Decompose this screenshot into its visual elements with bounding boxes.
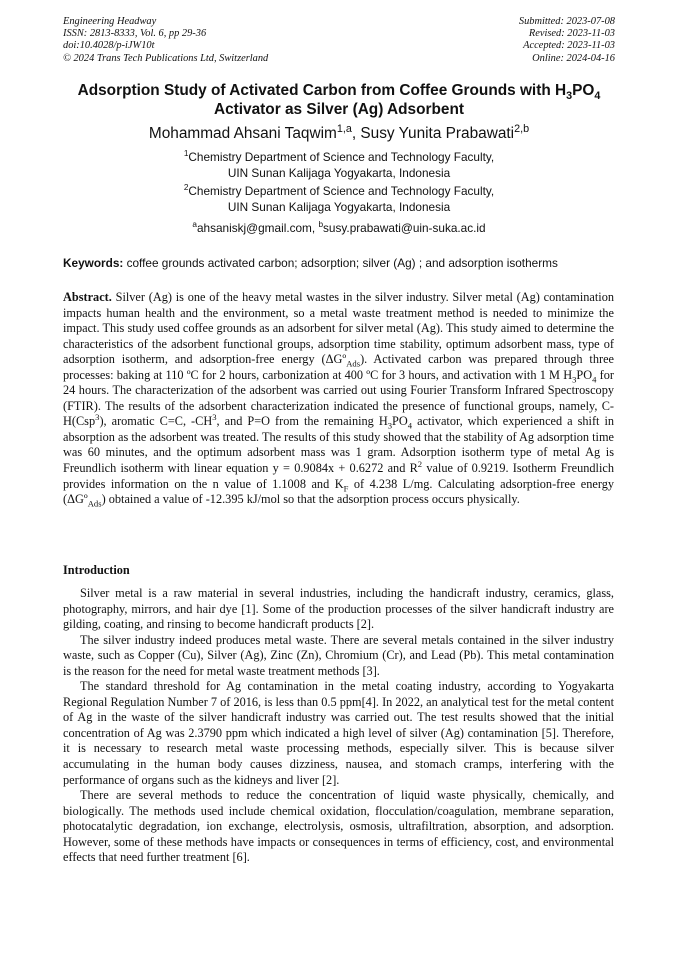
- email-mark: a: [192, 220, 197, 230]
- author-list: [50, 124, 628, 143]
- paragraph: The standard threshold for Ag contamination in the metal coating industry, according to Yogyakarta Regional Regulation Number 7 of 2016, is less than 0.5 ppm[4]. In 2022, an analytical test for the metal content of Ag in the waste of the silver handicraft industry was carried out. The test results showed that the initial concentration of Ag was 2.3790 ppm which indicated a high level of silver (Ag) contamination [5]. Therefore, it is necessary to research metal waste processing methods, especially silver. This is because silver accumulating in the human body causes dizziness, nausea, and stomach cramps, interfering with the performance of organs such as the kidneys and liver [2].: [63, 679, 614, 787]
- abstract-subscript: Ads: [87, 498, 102, 509]
- author-name: Susy Yunita Prabawati: [360, 125, 515, 142]
- title-subscript: 3: [566, 90, 573, 103]
- abstract-label: Abstract.: [63, 290, 112, 304]
- accepted-date: Accepted: 2023-11-03: [523, 40, 615, 52]
- publication-dates: [519, 16, 615, 65]
- doi-line: doi:10.4028/p-iJW10t: [63, 40, 155, 52]
- affiliation-mark: 2: [183, 183, 189, 193]
- abstract-text: PO: [392, 414, 408, 429]
- abstract: [63, 290, 614, 508]
- abstract-text: , and P=O from the remaining H: [216, 414, 388, 429]
- abstract-superscript: 3: [212, 412, 217, 423]
- keywords-label: Keywords:: [63, 256, 124, 270]
- abstract-subscript: F: [343, 483, 349, 494]
- abstract-superscript: 3: [95, 412, 100, 423]
- submitted-date: Submitted: 2023-07-08: [518, 16, 615, 27]
- title-text: Adsorption Study of Activated Carbon from Coffee Grounds with H: [77, 82, 567, 99]
- affiliation-line: UIN Sunan Kalijaga Yogyakarta, Indonesia: [227, 165, 451, 180]
- abstract-subscript: Ads: [346, 358, 361, 369]
- affiliation-2: [50, 184, 628, 215]
- author-affiliation-mark: 2,b: [514, 122, 530, 135]
- abstract-text: for 24 hours. The characterization of the adsorbent was carried out using Fourier Transform Infrared Spectroscopy (FTIR). The results of the adsorbent characterization indicated the presence of functional groups, namely, C-H(Csp: [63, 367, 614, 429]
- email-address[interactable]: ahsaniskj@gmail.com,: [196, 221, 319, 235]
- introduction-body: [63, 586, 614, 866]
- keywords-text: coffee grounds activated carbon; adsorption; silver (Ag) ; and adsorption isotherms: [123, 256, 558, 270]
- abstract-text: value of 0.9219. Isotherm Freundlich provides information on the n value of 1.1008 and K: [63, 461, 614, 491]
- affiliation-line: Chemistry Department of Science and Technology Faculty,: [188, 184, 495, 198]
- affiliation-1: [50, 150, 628, 181]
- section-heading-introduction: Introduction: [63, 563, 130, 577]
- affiliation-line: UIN Sunan Kalijaga Yogyakarta, Indonesia: [227, 199, 451, 214]
- abstract-text: Silver (Ag) is one of the heavy metal wastes in the silver industry. Silver metal (Ag) contamination impacts human health and the environment, so a metal waste treatment method is needed to minimize the impact. This study used coffee grounds as an adsorbent for silver metal (Ag). This study aimed to determine the characteristics of the adsorbent functional groups, adsorption time stability, optimum adsorbent mass, type of adsorption isotherm, and adsorption-free energy (ΔGº: [63, 290, 614, 367]
- title-line-2: Activator as Silver (Ag) Adsorbent: [213, 101, 464, 118]
- abstract-subscript: 3: [572, 374, 577, 385]
- abstract-text: PO: [576, 367, 593, 382]
- email-mark: b: [318, 220, 324, 230]
- abstract-subscript: 3: [387, 420, 393, 431]
- author-affiliation-mark: 1,a: [336, 122, 352, 135]
- online-date: Online: 2024-04-16: [532, 52, 615, 64]
- title-text: PO: [572, 82, 595, 99]
- email-address[interactable]: susy.prabawati@uin-suka.ac.id: [323, 221, 486, 235]
- paragraph: The silver industry indeed produces metal waste. There are several metals contained in the silver industry waste, such as Copper (Cu), Silver (Ag), Zinc (Zn), Chromium (Cr), and Lead (Pb). This metal contamination is the reason for the need for metal waste treatment methods [3].: [63, 632, 614, 678]
- paragraph: There are several methods to reduce the concentration of liquid waste physically, chemically, and biologically. The methods used include chemical oxidation, flocculation/coagulation, membrane separation, photocatalytic degradation, ion exchange, electrolysis, osmosis, ultrafiltration, absorption, and adsorption. However, some of these methods have impacts or consequences in terms of efficiency, cost, and environmental effects that need further treatment [6].: [63, 788, 614, 865]
- email-line: [50, 221, 628, 237]
- abstract-subscript: 4: [592, 374, 597, 385]
- abstract-text: of 4.238 L/mg. Calculating adsorption-free energy (ΔGº: [63, 476, 615, 507]
- abstract-text: ). Activated carbon was prepared through three processes: baking at 110 ºC for 2 hours, carbonization at 400 ºC for 3 hours, and activation with 1 M H: [63, 352, 614, 382]
- affiliation-line: Chemistry Department of Science and Technology Faculty,: [188, 150, 495, 164]
- abstract-subscript: 4: [407, 420, 413, 431]
- paragraph: Silver metal is a raw material in several industries, including the handicraft industry, ceramics, glass, photography, mirrors, and hair dye [1]. Some of the production processes of the silver handicraft industry are gilding, coating, and rinsing to become handicraft products [2].: [63, 586, 614, 632]
- issn-line: ISSN: 2813-8333, Vol. 6, pp 29-36: [63, 28, 207, 40]
- revised-date: Revised: 2023-11-03: [528, 28, 615, 40]
- abstract-text: ) obtained a value of -12.395 kJ/mol so that the adsorption process occurs physically.: [101, 492, 520, 507]
- author-separator: ,: [351, 125, 361, 142]
- abstract-text: activator, which experienced a shift in absorption as the adsorbent was treated. The results of this study showed that the stability of Ag adsorption time was 60 minutes, and the optimum adsorbent mass was 1 gram. Adsorption isotherm type of metal Ag is Freundlich isotherm with linear equation y = 0.9084x + 0.6272 and R: [63, 414, 615, 476]
- affiliation-mark: 1: [183, 149, 189, 159]
- journal-name: Engineering Headway: [63, 16, 157, 27]
- title-subscript: 4: [594, 90, 601, 103]
- abstract-text: ), aromatic C=C, -CH: [99, 414, 213, 429]
- author-name: Mohammad Ahsani Taqwim: [148, 125, 337, 142]
- journal-info: [63, 16, 268, 65]
- copyright-line: © 2024 Trans Tech Publications Ltd, Switzerland: [63, 52, 269, 64]
- keywords: [63, 256, 623, 271]
- abstract-superscript: 2: [417, 458, 423, 469]
- paper-title: [50, 81, 628, 119]
